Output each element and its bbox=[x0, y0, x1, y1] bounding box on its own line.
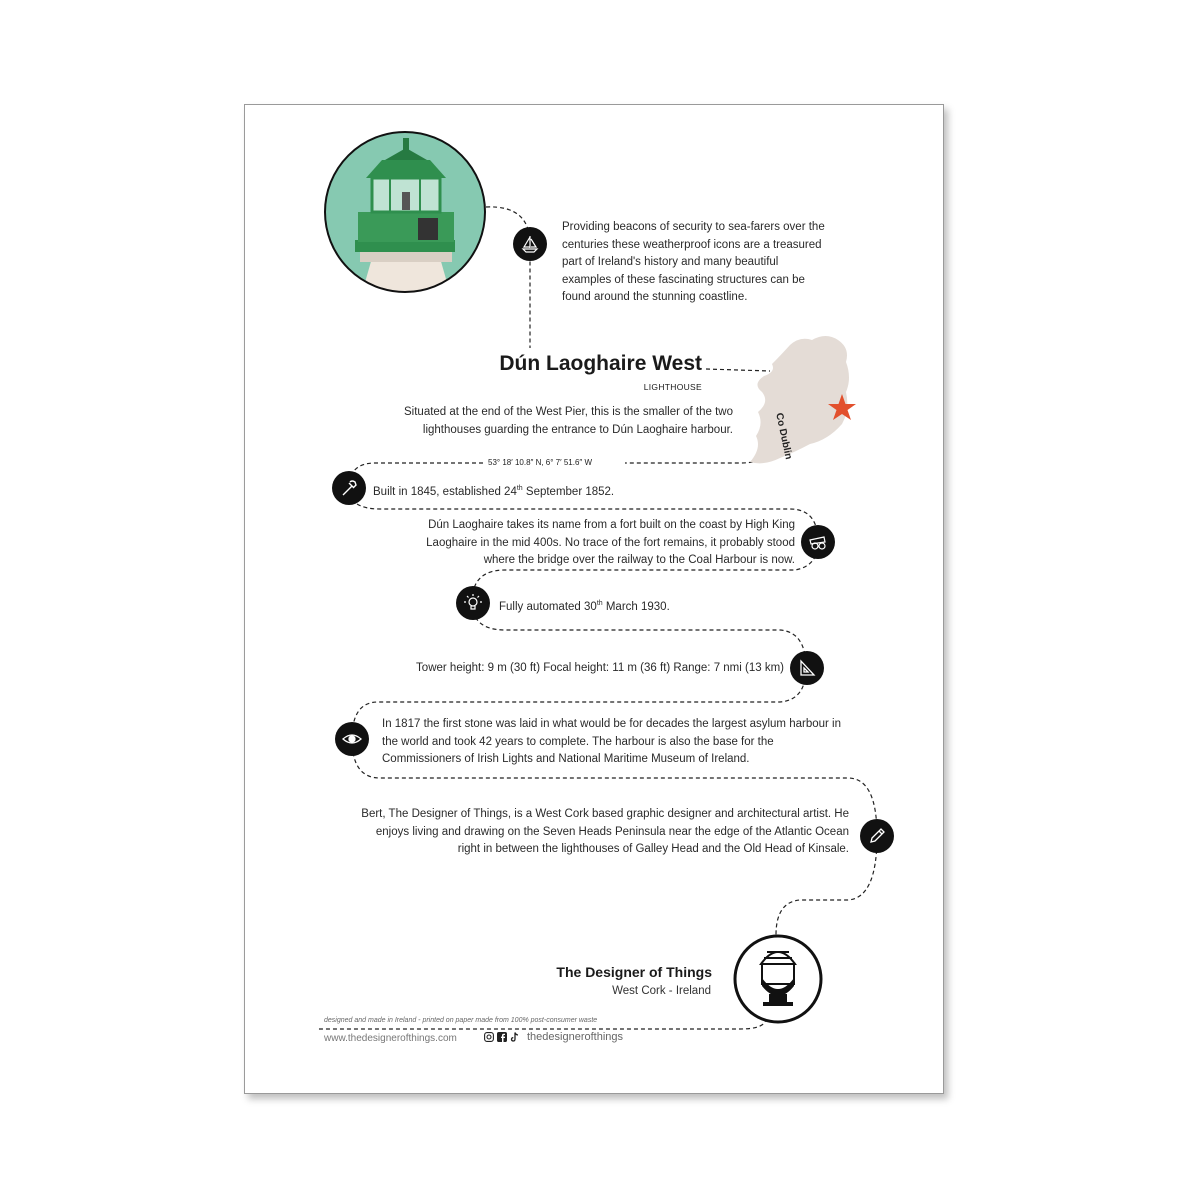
fact-dimensions: Tower height: 9 m (30 ft) Focal height: 11 m (36 ft) Range: 7 nmi (13 km) bbox=[416, 662, 784, 674]
social-row bbox=[484, 1031, 623, 1043]
county-label: Co Dublin bbox=[773, 412, 794, 461]
set-square-icon bbox=[790, 651, 824, 685]
facebook-icon[interactable] bbox=[497, 1032, 507, 1042]
designer-avatar bbox=[733, 934, 823, 1024]
designer-location: West Cork - Ireland bbox=[612, 985, 711, 997]
fact-name-origin: Dún Laoghaire takes its name from a fort built on the coast by High King Laoghaire in the mid 400s. No trace of the fort remains, it probably stood where the bridge over the railway to the Coal Harbour is now. bbox=[426, 519, 795, 566]
website-link[interactable]: www.thedesignerofthings.com bbox=[324, 1033, 457, 1044]
instagram-icon[interactable] bbox=[484, 1032, 494, 1042]
fact-harbour: In 1817 the first stone was laid in what would be for decades the largest asylum harbour in the world and took 42 years to complete. The harbour is also the base for the Commissioners of Irish Lights and National Maritime Museum of Ireland. bbox=[382, 718, 841, 765]
made-in-ireland-note: designed and made in Ireland - printed on paper made from 100% post-consumer waste bbox=[324, 1017, 598, 1024]
lightbulb-icon bbox=[456, 586, 490, 620]
tiktok-icon[interactable] bbox=[510, 1032, 520, 1042]
lighthouse-title: Dún Laoghaire West bbox=[499, 352, 702, 375]
fact-automated: Fully automated 30th March 1930. bbox=[499, 600, 670, 613]
pencil-icon bbox=[860, 819, 894, 853]
lighthouse-label: LIGHTHOUSE bbox=[643, 382, 702, 392]
lighthouse-illustration bbox=[325, 132, 485, 300]
social-handle[interactable]: thedesignerofthings bbox=[527, 1031, 624, 1043]
location-text: Situated at the end of the West Pier, this is the smaller of the two lighthouses guarding the entrance to Dún Laoghaire harbour. bbox=[404, 406, 733, 436]
fact-artist: Bert, The Designer of Things, is a West Cork based graphic designer and architectural artist. He enjoys living and drawing on the Seven Heads Peninsula near the edge of the Atlantic Ocean right in between the lighthouses of Galley Head and the Old Head of Kinsale. bbox=[361, 808, 849, 855]
fact-built: Built in 1845, established 24th September 1852. bbox=[373, 485, 615, 498]
eye-icon bbox=[335, 722, 369, 756]
designer-name: The Designer of Things bbox=[556, 964, 712, 980]
dashed-path-title bbox=[706, 369, 770, 371]
intro-text: Providing beacons of security to sea-farers over the centuries these weatherproof icons are a treasured part of Ireland's history and many beautiful examples of these fascinating structures can be found around the stunning coastline. bbox=[562, 221, 825, 303]
ireland-map bbox=[750, 336, 856, 463]
hammer-icon bbox=[332, 471, 366, 505]
sailboat-icon bbox=[513, 227, 547, 261]
cannon-icon bbox=[801, 525, 835, 559]
coordinates: 53° 18′ 10.8″ N, 6° 7′ 51.6″ W bbox=[488, 458, 593, 467]
